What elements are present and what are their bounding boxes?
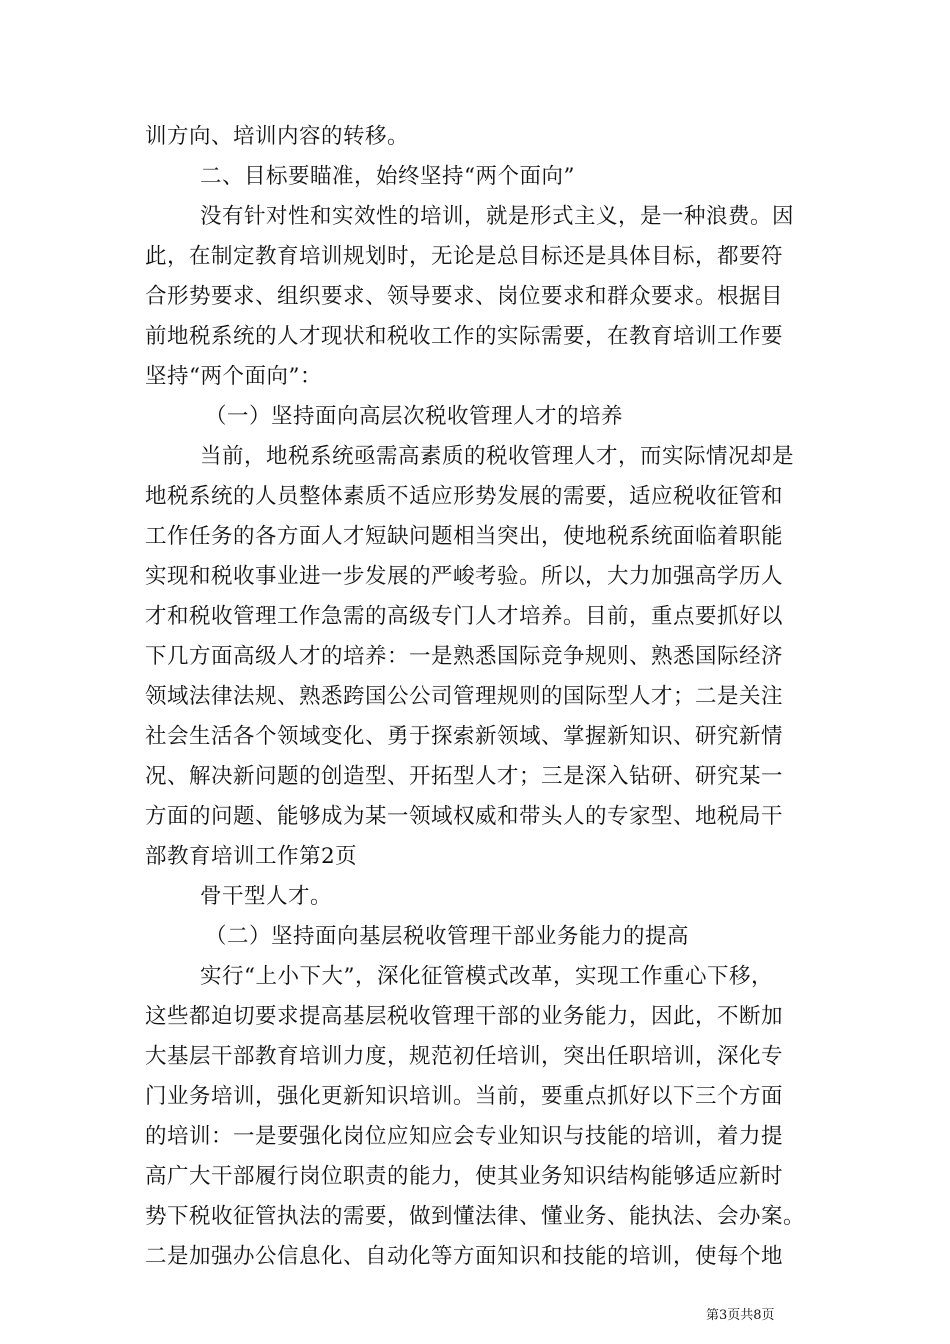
text-line: 二是加强办公信息化、自动化等方面知识和技能的培训，使每个地 xyxy=(145,1244,784,1269)
text-line: 况、解决新问题的创造型、开拓型人才；三是深入钻研、研究某一 xyxy=(145,764,784,789)
section-heading: 二、目标要瞄准，始终坚持“两个面向” xyxy=(200,164,575,189)
subsection-heading: （二）坚持面向基层税收管理干部业务能力的提高 xyxy=(205,924,690,949)
text-line: 高广大干部履行岗位职责的能力，使其业务知识结构能够适应新时 xyxy=(145,1164,784,1189)
text-line: 实现和税收事业进一步发展的严峻考验。所以，大力加强高学历人 xyxy=(145,564,784,589)
text-line: 的培训：一是要强化岗位应知应会专业知识与技能的培训，着力提 xyxy=(145,1124,784,1149)
text-line: 合形势要求、组织要求、领导要求、岗位要求和群众要求。根据目 xyxy=(145,284,784,309)
text-line: 部教育培训工作第2页 xyxy=(145,844,358,869)
text-line: 此，在制定教育培训规划时，无论是总目标还是具体目标，都要符 xyxy=(145,244,784,269)
text-line: 训方向、培训内容的转移。 xyxy=(145,124,410,149)
text-line: 才和税收管理工作急需的高级专门人才培养。目前，重点要抓好以 xyxy=(145,604,784,629)
text-line: 没有针对性和实效性的培训，就是形式主义，是一种浪费。因 xyxy=(200,204,795,229)
text-line: 实行“上小下大”，深化征管模式改革，实现工作重心下移， xyxy=(200,964,773,989)
text-line: 坚持“两个面向”： xyxy=(145,364,322,389)
text-line: 地税系统的人员整体素质不适应形势发展的需要，适应税收征管和 xyxy=(145,484,784,509)
text-line: 门业务培训，强化更新知识培训。当前，要重点抓好以下三个方面 xyxy=(145,1084,784,1109)
text-line: 大基层干部教育培训力度，规范初任培训，突出任职培训，深化专 xyxy=(145,1044,784,1069)
text-line: 势下税收征管执法的需要，做到懂法律、懂业务、能执法、会办案。 xyxy=(145,1204,806,1229)
text-line: 这些都迫切要求提高基层税收管理干部的业务能力，因此，不断加 xyxy=(145,1004,784,1029)
text-line: 工作任务的各方面人才短缺问题相当突出，使地税系统面临着职能 xyxy=(145,524,784,549)
text-line: 领域法律法规、熟悉跨国公公司管理规则的国际型人才；二是关注 xyxy=(145,684,784,709)
text-line: 社会生活各个领域变化、勇于探索新领域、掌握新知识、研究新情 xyxy=(145,724,784,749)
text-line: 当前，地税系统亟需高素质的税收管理人才，而实际情况却是 xyxy=(200,444,795,469)
page-number: 第3页共8页 xyxy=(706,1308,775,1323)
text-line: 方面的问题、能够成为某一领域权威和带头人的专家型、地税局干 xyxy=(145,804,784,829)
text-line: 下几方面高级人才的培养：一是熟悉国际竞争规则、熟悉国际经济 xyxy=(145,644,784,669)
text-line: 前地税系统的人才现状和税收工作的实际需要，在教育培训工作要 xyxy=(145,324,784,349)
text-line: 骨干型人才。 xyxy=(200,884,333,909)
subsection-heading: （一）坚持面向高层次税收管理人才的培养 xyxy=(205,404,624,429)
